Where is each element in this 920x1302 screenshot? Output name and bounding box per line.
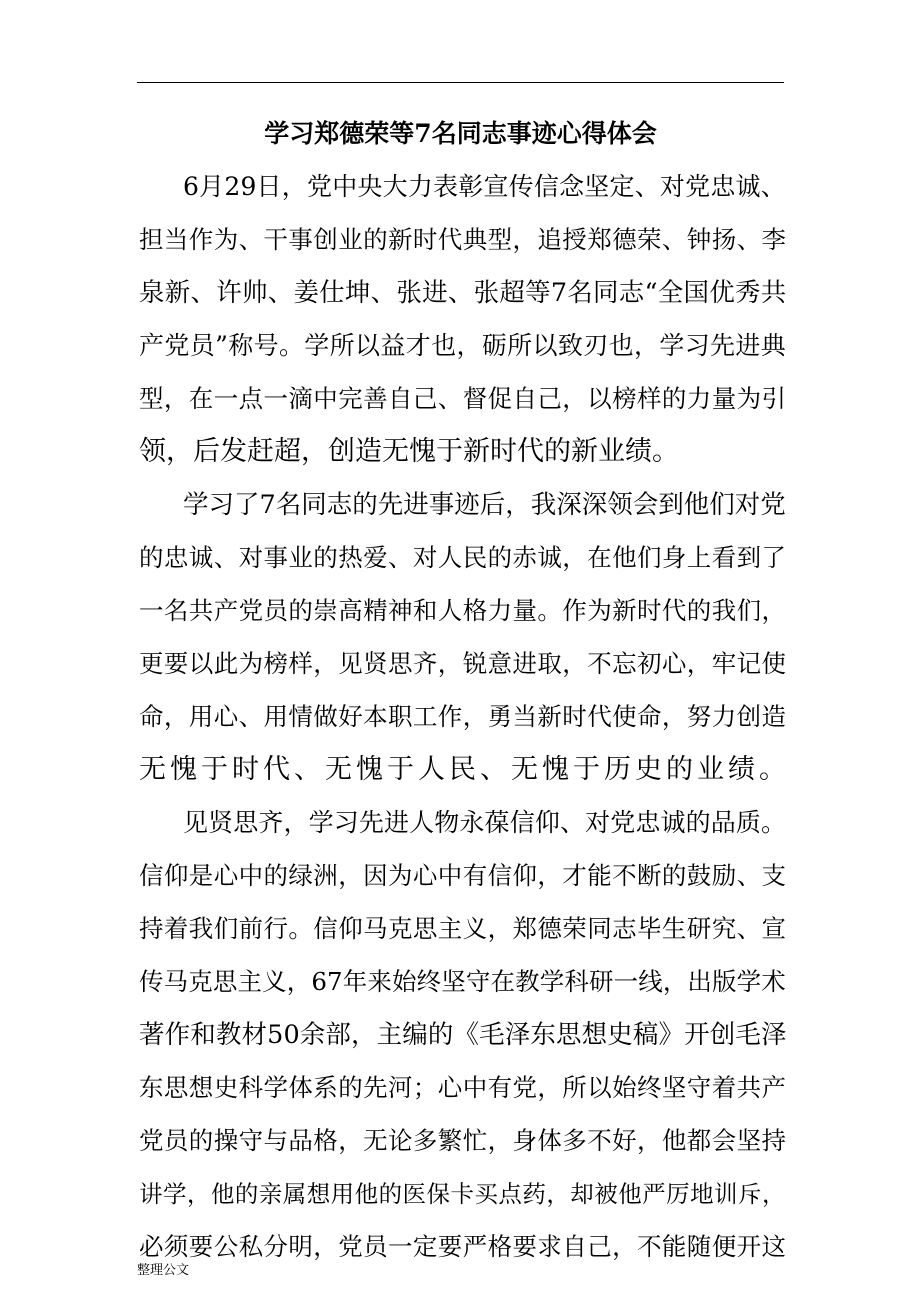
text-line: 的忠诚、对事业的热爱、对人民的赤诚，在他们身上看到了 — [139, 543, 787, 572]
text-line: 讲学，他的亲属想用他的医保卡买点药，却被他严厉地训斥， — [139, 1180, 786, 1208]
document-title: 学习郑德荣等7名同志事迹心得体会 — [264, 119, 657, 148]
text-line: 见贤思齐，学习先进人物永葆信仰、对党忠诚的品质。 — [183, 808, 787, 837]
text-line: 东思想史科学体系的先河；心中有党，所以始终坚守着共产 — [139, 1073, 787, 1102]
text-line: 传马克思主义，67年来始终坚守在教学科研一线，出版学术 — [139, 967, 786, 996]
header-rule — [137, 82, 784, 83]
text-line: 命，用心、用情做好本职工作，勇当新时代使命，努力创造 — [139, 702, 787, 731]
text-line: 担当作为、干事创业的新时代典型，追授郑德荣、钟扬、李 — [139, 225, 787, 254]
text-line: 产党员”称号。学所以益才也，砺所以致刃也，学习先进典 — [139, 331, 787, 360]
text-line: 党员的操守与品格，无论多繁忙，身体多不好，他都会坚持 — [139, 1126, 787, 1155]
text-line: 信仰是心中的绿洲，因为心中有信仰，才能不断的鼓励、支 — [139, 861, 787, 890]
text-line: 泉新、许帅、姜仕坤、张进、张超等7名同志“全国优秀共 — [139, 278, 787, 308]
text-line: 更要以此为榜样，见贤思齐，锐意进取，不忘初心，牢记使 — [139, 649, 787, 678]
text-line: 领，后发赶超，创造无愧于新时代的新业绩。 — [139, 436, 679, 467]
text-line: 型，在一点一滴中完善自己、督促自己，以榜样的力量为引 — [139, 384, 787, 413]
text-line: 一名共产党员的崇高精神和人格力量。作为新时代的我们， — [139, 596, 787, 625]
text-line: 6月29日，党中央大力表彰宣传信念坚定、对党忠诚、 — [183, 172, 786, 201]
text-line: 著作和教材50余部，主编的《毛泽东思想史稿》开创毛泽 — [139, 1020, 787, 1050]
text-line: 持着我们前行。信仰马克思主义，郑德荣同志毕生研究、宣 — [139, 914, 787, 943]
text-line: 学习了7名同志的先进事迹后，我深深领会到他们对党 — [183, 490, 786, 520]
text-line: 必须要公私分明，党员一定要严格要求自己，不能随便开这 — [139, 1232, 787, 1261]
page-footer: 整理公文 — [137, 1263, 190, 1278]
text-line: 无愧于时代、无愧于人民、无愧于历史的业绩。 — [139, 754, 790, 785]
